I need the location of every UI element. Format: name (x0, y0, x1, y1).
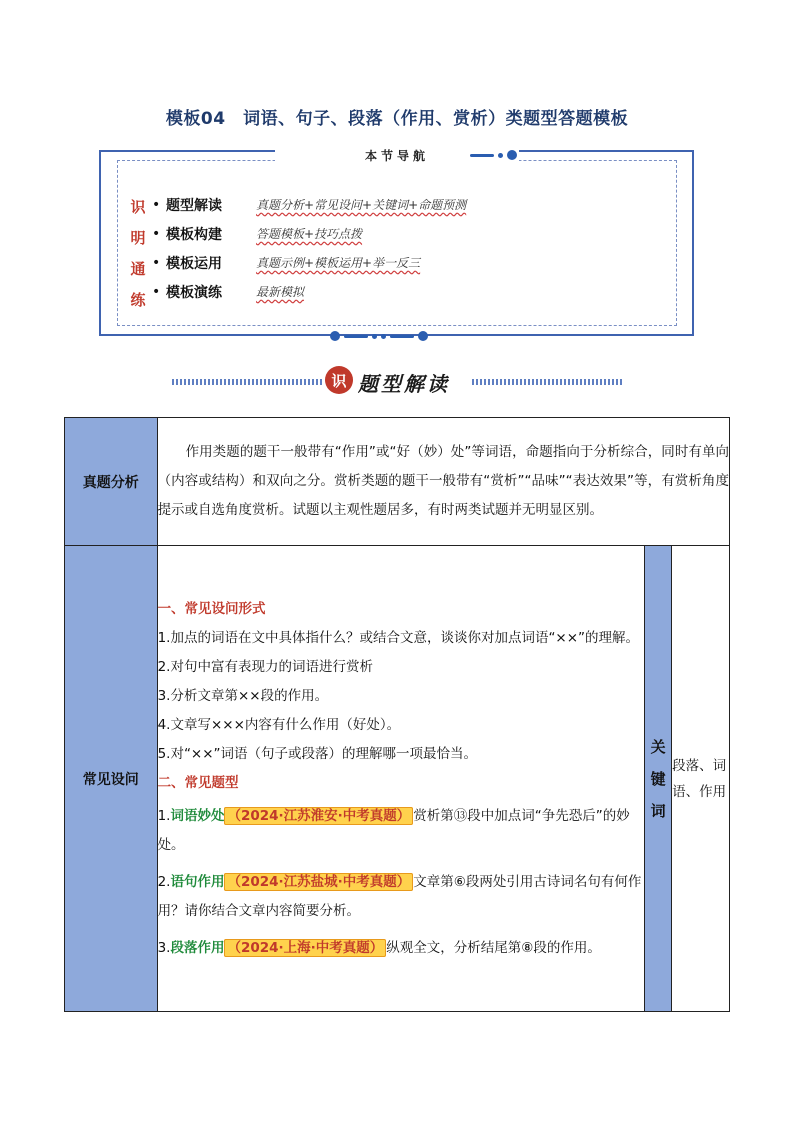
question-item: 4.文章写×××内容有什么作用（好处）。 (157, 716, 401, 733)
example-type: 段落作用 (170, 939, 225, 956)
deco-bar-icon (344, 335, 368, 338)
side-char: 明 (130, 229, 146, 247)
deco-dot-icon (498, 153, 503, 158)
nav-item-name: 模板演练 (166, 284, 222, 301)
side-char: 识 (130, 198, 146, 216)
nav-item-name: 题型解读 (166, 197, 222, 214)
page-title: 模板04 词语、句子、段落（作用、赏析）类题型答题模板 (165, 109, 629, 129)
nav-item-desc: 答题模板+技巧点拨 (256, 227, 363, 241)
questions-cell (157, 546, 645, 1012)
source-tag: （2024·上海·中考真题） (224, 939, 386, 957)
example-text: 文章第⑥段两处引用古诗词名句有何作用？请你结合文章内容简要分析。 (157, 873, 642, 919)
deco-dot-icon (507, 150, 517, 160)
keyword-char: 关 (650, 737, 666, 756)
banner-stripe-left (172, 379, 322, 385)
banner-stripe-right (472, 379, 622, 385)
nav-deco-bottom (330, 331, 428, 341)
bullet-icon: • (152, 225, 161, 242)
table-row (65, 418, 730, 546)
row-label: 真题分析 (65, 418, 158, 546)
nav-item[interactable] (152, 277, 466, 306)
bullet-icon: • (152, 196, 161, 213)
question-item: 2.对句中富有表现力的词语进行赏析 (157, 658, 373, 675)
side-char: 通 (130, 260, 146, 278)
deco-dot-icon (372, 334, 377, 339)
banner-badge-icon: 识 (325, 366, 353, 394)
nav-item-name: 模板构建 (166, 226, 222, 243)
example-item (158, 934, 645, 963)
example-text: 纵观全文，分析结尾第⑧段的作用。 (386, 939, 601, 956)
deco-bar-icon (390, 335, 414, 338)
question-item: 3.分析文章第××段的作用。 (157, 687, 329, 704)
example-item (158, 868, 645, 926)
example-text: 赏析第⑬段中加点词“争先恐后”的妙处。 (157, 807, 630, 853)
nav-item[interactable] (152, 219, 466, 248)
nav-item-desc: 最新模拟 (256, 285, 305, 299)
deco-dot-icon (381, 334, 386, 339)
banner-title: 题型解读 (358, 372, 450, 396)
analysis-table (64, 417, 730, 1012)
nav-item-desc: 真题分析+常见设问+关键词+命题预测 (256, 198, 467, 212)
example-number: 1. (157, 807, 171, 824)
question-item: 5.对“××”词语（句子或段落）的理解哪一项最恰当。 (157, 745, 478, 762)
nav-header: 本节导航 (275, 148, 519, 162)
keyword-label (645, 546, 672, 1012)
section-title: 一、常见设问形式 (157, 600, 266, 617)
bullet-icon: • (152, 254, 161, 271)
example-number: 3. (157, 939, 171, 956)
keyword-value: 段落、词语、作用 (672, 546, 730, 1012)
nav-list (152, 190, 466, 306)
nav-deco-right (470, 150, 517, 160)
nav-item[interactable] (152, 248, 466, 277)
source-tag: （2024·江苏盐城·中考真题） (224, 873, 413, 891)
question-item: 1.加点的词语在文中具体指什么？或结合文意，谈谈你对加点词语“××”的理解。 (157, 629, 640, 646)
analysis-text (157, 418, 729, 546)
keyword-char: 键 (650, 769, 666, 788)
deco-bar-icon (470, 154, 494, 157)
example-number: 2. (157, 873, 171, 890)
nav-item-name: 模板运用 (166, 255, 222, 272)
deco-dot-icon (330, 331, 340, 341)
section-banner (172, 362, 622, 402)
section-title: 二、常见题型 (157, 774, 239, 791)
example-type: 词语妙处 (170, 807, 225, 824)
nav-side-label (129, 196, 147, 310)
nav-item[interactable] (152, 190, 466, 219)
keyword-char: 词 (650, 801, 666, 820)
analysis-lead: 作用类题 (185, 444, 240, 460)
analysis-body: 的题干一般带有“作用”或“好（妙）处”等词语，命题指向于分析综合，同时有单向（内容或结构）和双向之分。赏析类题的题干一般带有“赏析”“品味”“表达效果”等，有赏析角度提示或自选角度赏析。试题以主观性题居多，有时两类试题并无明显区别。 (157, 444, 730, 518)
source-tag: （2024·江苏淮安·中考真题） (224, 807, 413, 825)
deco-dot-icon (418, 331, 428, 341)
table-row (65, 546, 730, 1012)
row-label: 常见设问 (65, 546, 158, 1012)
example-item (158, 802, 645, 860)
bullet-icon: • (152, 283, 161, 300)
side-char: 练 (130, 291, 146, 309)
nav-item-desc: 真题示例+模板运用+举一反三 (256, 256, 421, 270)
example-type: 语句作用 (170, 873, 225, 890)
